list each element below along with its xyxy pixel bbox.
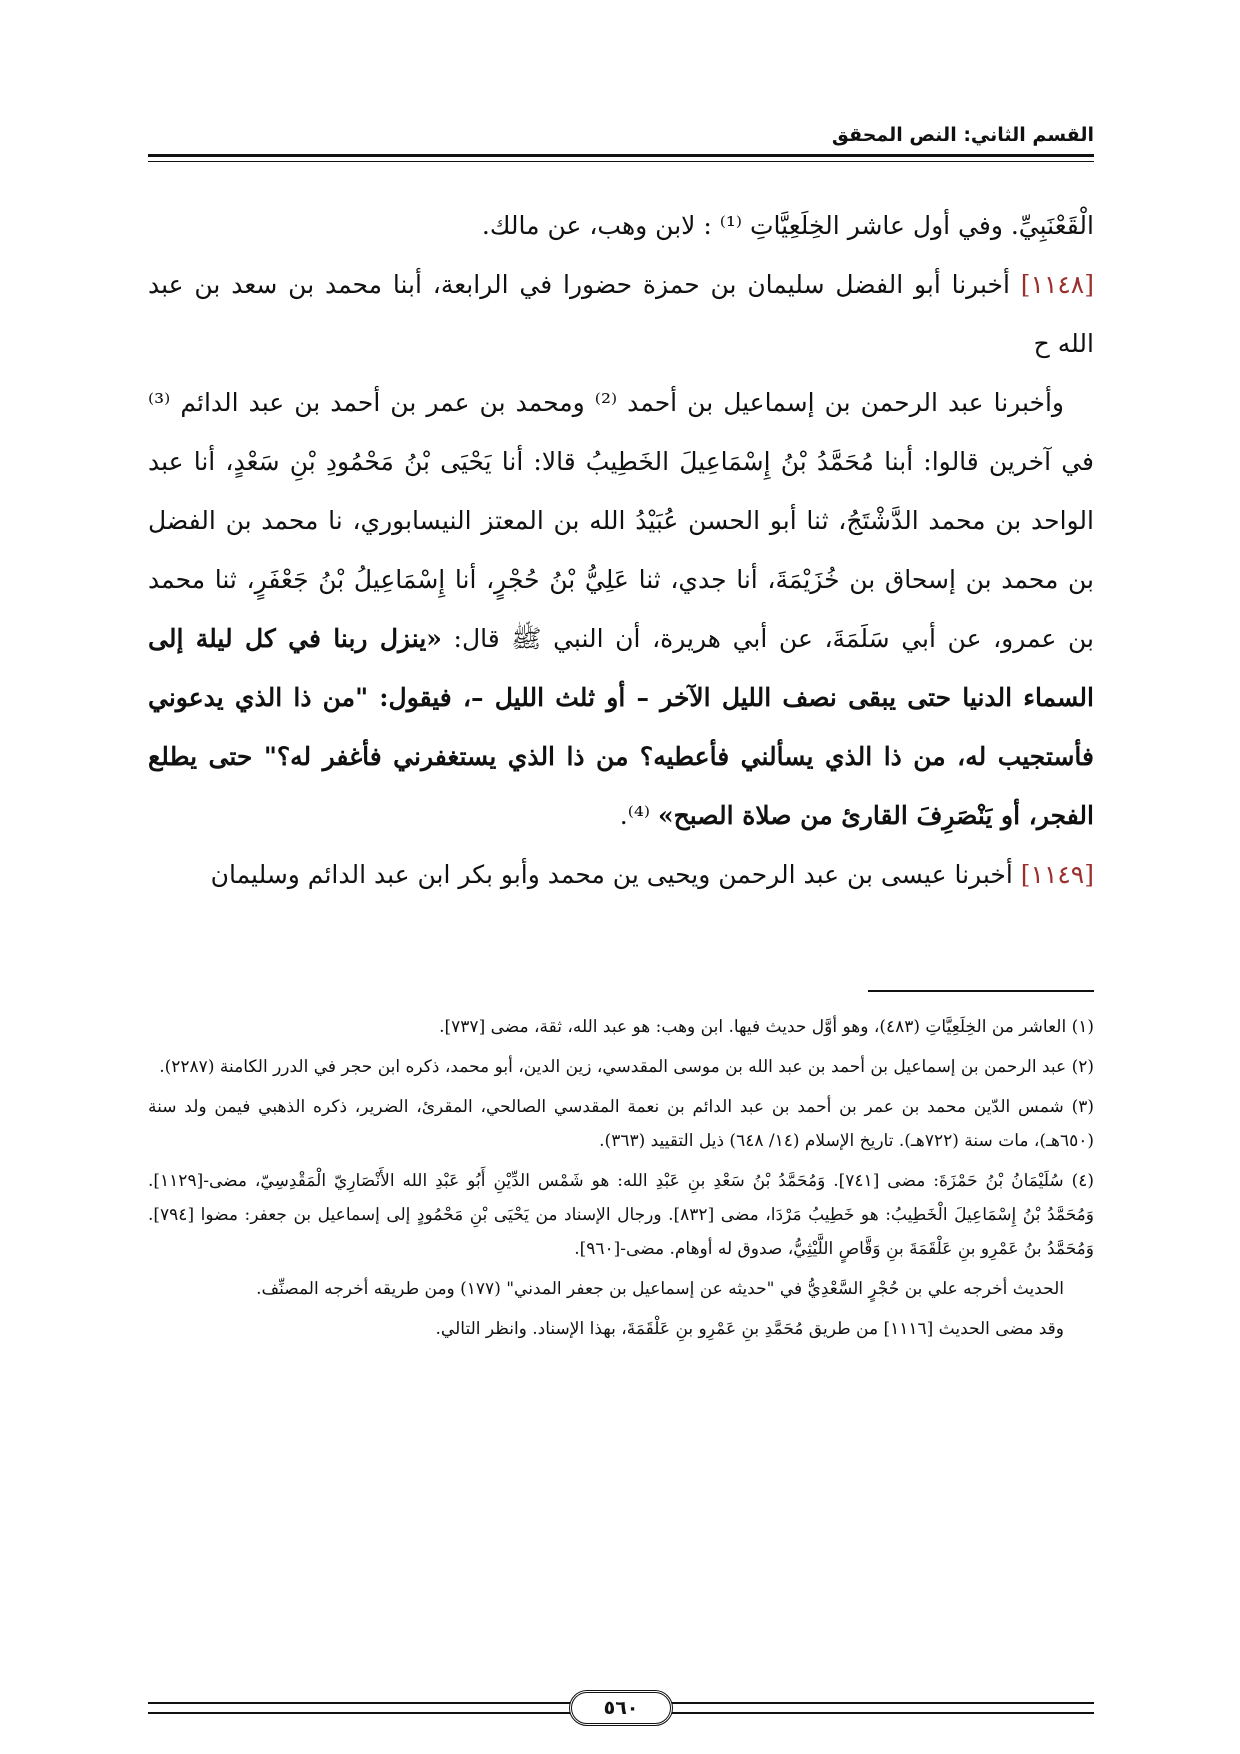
- footnote-1: (١) العاشر من الخِلَعِيَّاتِ (٤٨٣)، وهو أوَّل حديث فيها. ابن وهب: هو عبد الله، ثقة، مضى [٧٣٧].: [439, 1017, 1094, 1037]
- page-number: ٥٦٠: [569, 1690, 673, 1726]
- page-footer: [148, 1690, 1094, 1726]
- paragraph-1148-text: أخبرنا أبو الفضل سليمان بن حمزة حضورا في الرابعة، أبنا محمد بن سعد بن عبد الله ح: [148, 270, 1094, 358]
- paragraph-1149: [148, 845, 1094, 904]
- paragraph-1149-text: أخبرنا عيسى بن عبد الرحمن ويحيى ين محمد وأبو بكر ابن عبد الدائم وسليمان: [210, 860, 1021, 889]
- paragraph-1: الْقَعْنَبِيِّ. وفي أول عاشر الخِلَعِيَّاتِ ⁽¹⁾ : لابن وهب، عن مالك.: [481, 211, 1094, 240]
- paragraph-isnad: [148, 373, 1094, 845]
- hadith-number-1148: [١١٤٨]: [1020, 270, 1094, 299]
- hadith-footnote-ref: ⁽⁴⁾.: [619, 801, 658, 830]
- hadith-text: «ينزل ربنا في كل ليلة إلى السماء الدنيا حتى يبقى نصف الليل الآخر – أو ثلث الليل –، فيقول: "من ذا الذي يدعوني فأستجيب له، من ذا الذي يسألني فأعطيه؟ من ذا الذي يستغفرني فأغفر له؟" حتى يطلع الفجر، أو يَنْصَرِفَ القارئ من صلاة الصبح»: [148, 624, 1094, 830]
- footnote-4: (٤) سُلَيْمَانُ بْنُ حَمْزَةَ: مضى [٧٤١]. وَمُحَمَّدُ بْنُ سَعْدِ بنِ عَبْدِ الله: هو شَمْس الدِّيْنِ أَبُو عَبْدِ الله الأَنْصَارِيّ الْمَقْدِسِيّ، مضى-[١١٢٩]. وَمُحَمَّدُ بْنُ إِسْمَاعِيلَ الْخَطِيبُ: هو خَطِيبُ مَرْدَا، مضى [٨٣٢]. ورجال الإسناد من يَحْيَى بْنِ مَحْمُودٍ إلى إسماعيل بن جعفر: مضوا [٧٩٤]. وَمُحَمَّدُ بنُ عَمْرِو بنِ عَلْقَمَةَ بنِ وَقَّاصٍ اللَّيْثِيُّ، صدوق له أوهام. مضى-[٩٦٠].: [148, 1171, 1095, 1259]
- footnote-4-takhrij: الحديث أخرجه علي بن حُجْرٍ السَّعْدِيُّ في "حديثه عن إسماعيل بن جعفر المدني" (١٧٧) ومن طريقه أخرجه المصنِّف.: [256, 1279, 1064, 1299]
- main-text: [148, 196, 1094, 904]
- footnote-3: (٣) شمس الدّين محمد بن عمر بن أحمد بن عبد الدائم بن نعمة المقدسي الصالحي، المقرئ، الضرير، ذكره الذهبي فيمن ولد سنة (٦٥٠هـ)، مات سنة (٧٢٢هـ). تاريخ الإسلام (١٤/ ٦٤٨) ذيل التقييد (٣٦٣).: [148, 1097, 1094, 1151]
- header-rule-thin: [148, 161, 1094, 162]
- isnad-text: وأخبرنا عبد الرحمن بن إسماعيل بن أحمد ⁽²⁾ ومحمد بن عمر بن أحمد بن عبد الدائم ⁽³⁾ في آخرين قالوا: أبنا مُحَمَّدُ بْنُ إِسْمَاعِيلَ الخَطِيبُ قالا: أنا يَحْيَى بْنُ مَحْمُودِ بْنِ سَعْدٍ، أنا عبد الواحد بن محمد الدَّشْتَجُ، ثنا أبو الحسن عُبَيْدُ الله بن المعتز النيسابوري، نا محمد بن الفضل بن محمد بن إسحاق بن خُزَيْمَةَ، أنا جدي، ثنا عَلِيُّ بْنُ حُجْرٍ، أنا إِسْمَاعِيلُ بْنُ جَعْفَرٍ، ثنا محمد بن عمرو، عن أبي سَلَمَةَ، عن أبي هريرة، أن النبي ﷺ قال:: [148, 388, 1094, 653]
- hadith-number-1149: [١١٤٩]: [1020, 860, 1094, 889]
- footnote-2: (٢) عبد الرحمن بن إسماعيل بن أحمد بن عبد الله بن موسى المقدسي، زين الدين، أبو محمد، ذكره ابن حجر في الدرر الكامنة (٢٢٨٧).: [159, 1057, 1094, 1077]
- footnotes: [148, 1010, 1094, 1352]
- footnote-4-crossref: وقد مضى الحديث [١١١٦] من طريق مُحَمَّدِ بنِ عَمْرِو بنِ عَلْقَمَةَ، بهذا الإسناد. وانظر التالي.: [435, 1319, 1064, 1339]
- header-rule-thick: [148, 154, 1094, 157]
- running-header: القسم الثاني: النص المحقق: [831, 124, 1094, 146]
- paragraph-1148: [148, 255, 1094, 373]
- footnote-separator: [868, 990, 1094, 992]
